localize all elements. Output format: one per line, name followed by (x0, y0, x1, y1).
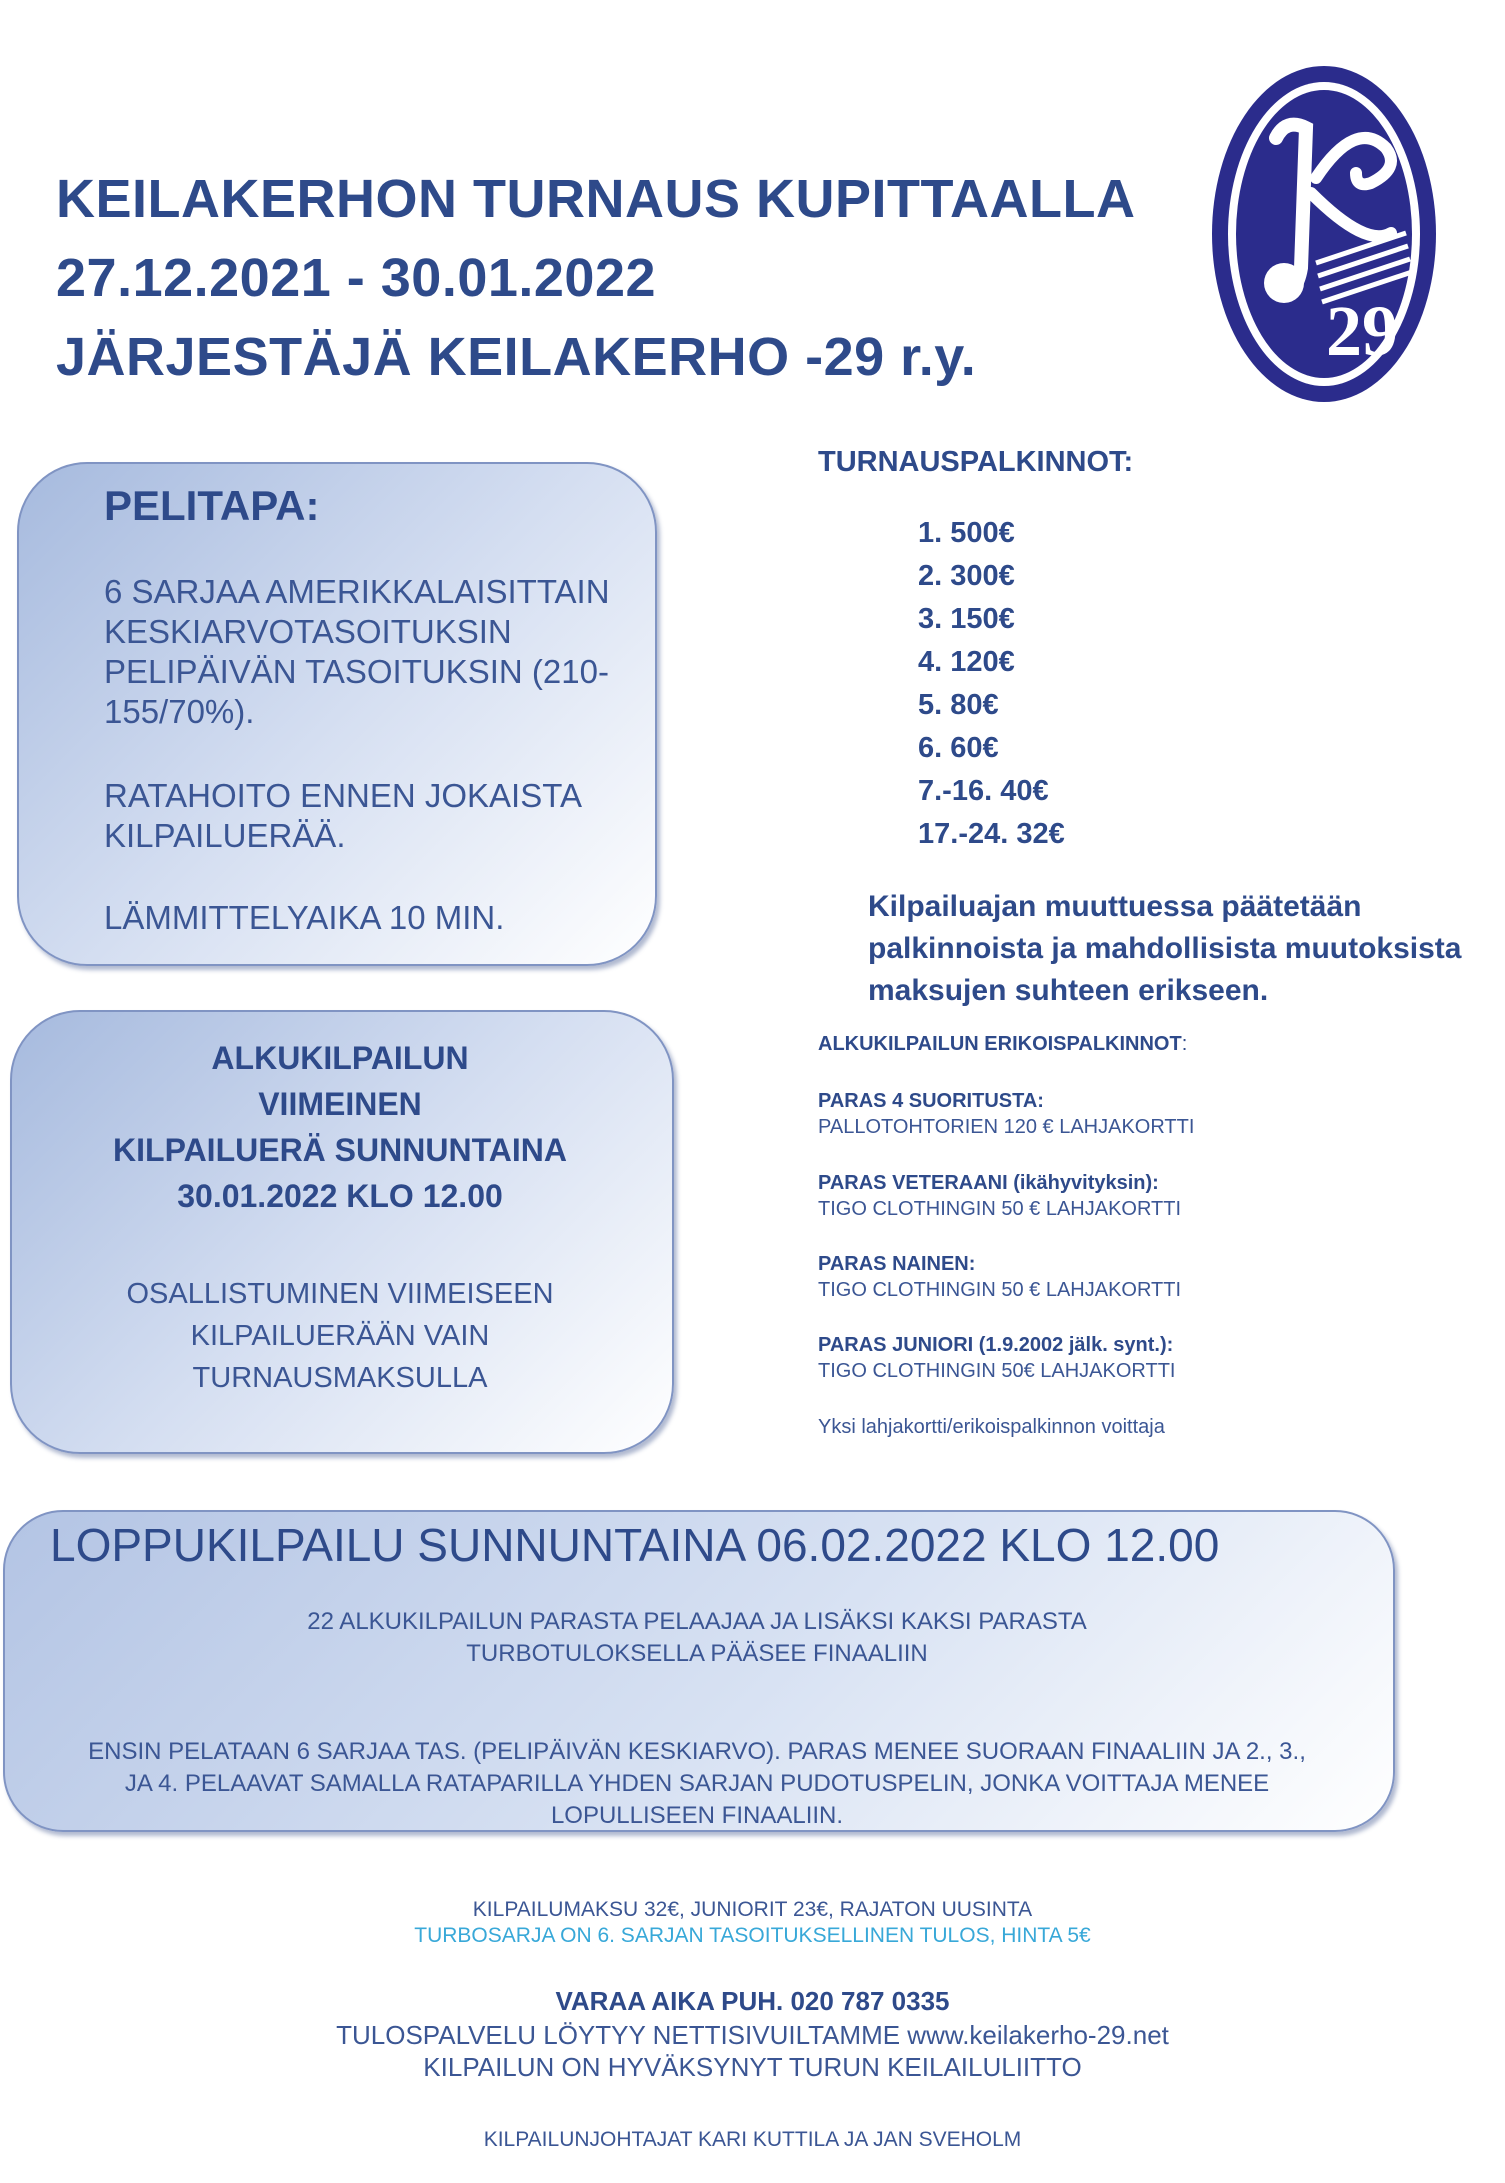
alku-line: ALKUKILPAILUN (211, 1040, 469, 1076)
logo-number: 29 (1326, 291, 1398, 371)
prize-item: 3. 150€ (918, 603, 1015, 635)
prize-item: 7.-16. 40€ (918, 775, 1049, 807)
footer-fee: KILPAILUMAKSU 32€, JUNIORIT 23€, RAJATON UUSINTA (472, 1898, 1033, 1921)
prize-note: palkinnoista ja mahdollisista muutoksista (868, 932, 1462, 965)
keilakerho-29-logo (1206, 58, 1442, 410)
special-text: TIGO CLOTHINGIN 50€ LAHJAKORTTI (818, 1360, 1176, 1382)
footer-results: TULOSPALVELU LÖYTYY NETTISIVUILTAMME www.keilakerho-29.net (336, 2020, 1169, 2050)
special-title: PARAS 4 SUORITUSTA: (818, 1090, 1044, 1112)
prizes-heading: TURNAUSPALKINNOT: (818, 446, 1134, 478)
title-line-1: KEILAKERHON TURNAUS KUPITTAALLA (56, 169, 1136, 229)
pelitapa-line: PELIPÄIVÄN TASOITUKSIN (210- (104, 653, 609, 690)
special-title: PARAS JUNIORI (1.9.2002 jälk. synt.): (818, 1334, 1174, 1356)
alku-sub: OSALLISTUMINEN VIIMEISEEN (126, 1278, 554, 1310)
prize-note: maksujen suhteen erikseen. (868, 974, 1269, 1007)
loppu-text: TURBOTULOKSELLA PÄÄSEE FINAALIIN (466, 1640, 928, 1667)
prize-item: 6. 60€ (918, 732, 999, 764)
special-footnote: Yksi lahjakortti/erikoispalkinnon voittaja (818, 1416, 1165, 1438)
special-title: PARAS VETERAANI (ikähyvityksin): (818, 1172, 1159, 1194)
prize-item: 2. 300€ (918, 560, 1015, 592)
alku-sub: TURNAUSMAKSULLA (192, 1362, 488, 1394)
footer-approved: KILPAILUN ON HYVÄKSYNYT TURUN KEILAILULIITTO (423, 2052, 1082, 2082)
special-text: TIGO CLOTHINGIN 50 € LAHJAKORTTI (818, 1198, 1182, 1220)
special-text: PALLOTOHTORIEN 120 € LAHJAKORTTI (818, 1116, 1195, 1138)
special-title: PARAS NAINEN: (818, 1253, 976, 1275)
pelitapa-line: KESKIARVOTASOITUKSIN (104, 613, 512, 650)
loppukilpailu-heading: LOPPUKILPAILU SUNNUNTAINA 06.02.2022 KLO 12.00 (50, 1519, 1220, 1571)
title-line-2: 27.12.2021 - 30.01.2022 (56, 248, 657, 308)
footer-phone: VARAA AIKA PUH. 020 787 0335 (555, 1986, 950, 2016)
special-heading: ALKUKILPAILUN ERIKOISPALKINNOT: (818, 1033, 1188, 1055)
footer-directors: KILPAILUNJOHTAJAT KARI KUTTILA JA JAN SVEHOLM (483, 2128, 1022, 2151)
prize-item: 17.-24. 32€ (918, 818, 1065, 850)
pelitapa-line: 6 SARJAA AMERIKKALAISITTAIN (104, 573, 610, 610)
loppu-text: JA 4. PELAAVAT SAMALLA RATAPARILLA YHDEN SARJAN PUDOTUSPELIN, JONKA VOITTAJA MENEE (124, 1770, 1270, 1797)
special-text: TIGO CLOTHINGIN 50 € LAHJAKORTTI (818, 1279, 1182, 1301)
pelitapa-line: KILPAILUERÄÄ. (104, 817, 346, 854)
title-line-3: JÄRJESTÄJÄ KEILAKERHO -29 r.y. (56, 327, 977, 387)
loppu-text: 22 ALKUKILPAILUN PARASTA PELAAJAA JA LISÄKSI KAKSI PARASTA (307, 1608, 1087, 1635)
footer-turbo: TURBOSARJA ON 6. SARJAN TASOITUKSELLINEN TULOS, HINTA 5€ (414, 1924, 1091, 1947)
pelitapa-line: LÄMMITTELYAIKA 10 MIN. (104, 899, 505, 936)
pelitapa-heading: PELITAPA: (104, 482, 320, 529)
alku-line: VIIMEINEN (258, 1086, 422, 1122)
prize-item: 1. 500€ (918, 517, 1015, 549)
pelitapa-line: 155/70%). (104, 693, 255, 730)
prize-item: 4. 120€ (918, 646, 1015, 678)
alku-line: 30.01.2022 KLO 12.00 (177, 1178, 503, 1214)
alku-sub: KILPAILUERÄÄN VAIN (190, 1320, 490, 1352)
pelitapa-line: RATAHOITO ENNEN JOKAISTA (104, 777, 582, 814)
prize-item: 5. 80€ (918, 689, 999, 721)
alku-line: KILPAILUERÄ SUNNUNTAINA (113, 1132, 567, 1168)
loppu-text: ENSIN PELATAAN 6 SARJAA TAS. (PELIPÄIVÄN KESKIARVO). PARAS MENEE SUORAAN FINAALIIN JA 2., 3., (88, 1738, 1306, 1765)
loppu-text: LOPULLISEEN FINAALIIN. (550, 1802, 844, 1829)
prize-note: Kilpailuajan muuttuessa päätetään (868, 890, 1362, 923)
